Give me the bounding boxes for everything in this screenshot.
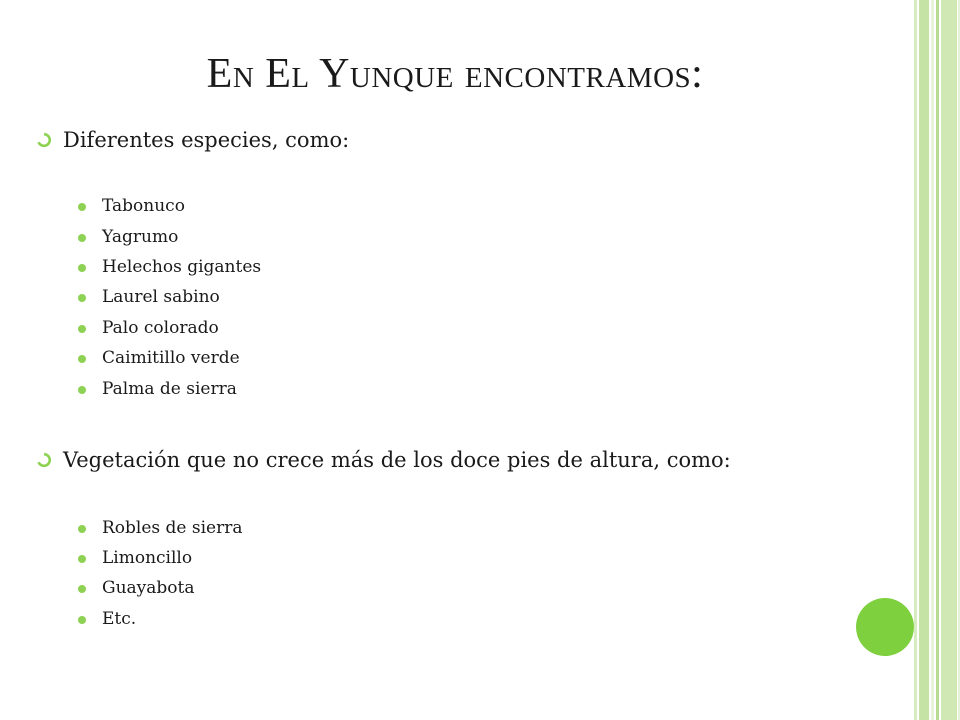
dot-bullet-icon [78, 616, 86, 624]
dot-bullet-icon [78, 386, 86, 394]
dot-bullet-icon [78, 234, 86, 242]
list-item-text: Laurel sabino [102, 287, 220, 307]
list-item-text: Etc. [102, 609, 137, 629]
list-item-text: Palma de sierra [102, 379, 237, 399]
list-item-text: Limoncillo [102, 548, 193, 568]
dot-bullet-icon [78, 264, 86, 272]
stripe [919, 0, 929, 720]
ring-bullet-icon [36, 452, 52, 468]
section-heading-text: Vegetación que no crece más de los doce pies de altura, como: [63, 448, 731, 472]
stripe [936, 0, 939, 720]
stripe [941, 0, 957, 720]
list-item-text: Helechos gigantes [102, 257, 262, 277]
list-item-text: Caimitillo verde [102, 348, 240, 368]
decorative-stripes [914, 0, 960, 720]
green-circle-decoration [856, 598, 914, 656]
slide-title: En El Yunque encontramos: [206, 51, 704, 97]
dot-bullet-icon [78, 325, 86, 333]
dot-bullet-icon [78, 525, 86, 533]
dot-bullet-icon [78, 203, 86, 211]
list-item-text: Palo colorado [102, 318, 219, 338]
stripe [931, 0, 934, 720]
dot-bullet-icon [78, 355, 86, 363]
list-item-text: Robles de sierra [102, 518, 243, 538]
dot-bullet-icon [78, 294, 86, 302]
ring-bullet-icon [36, 132, 52, 148]
list-item-text: Yagrumo [102, 227, 179, 247]
dot-bullet-icon [78, 585, 86, 593]
stripe [914, 0, 917, 720]
list-item-text: Tabonuco [102, 196, 185, 216]
dot-bullet-icon [78, 555, 86, 563]
list-item-text: Guayabota [102, 578, 195, 598]
section-heading-text: Diferentes especies, como: [63, 128, 350, 152]
